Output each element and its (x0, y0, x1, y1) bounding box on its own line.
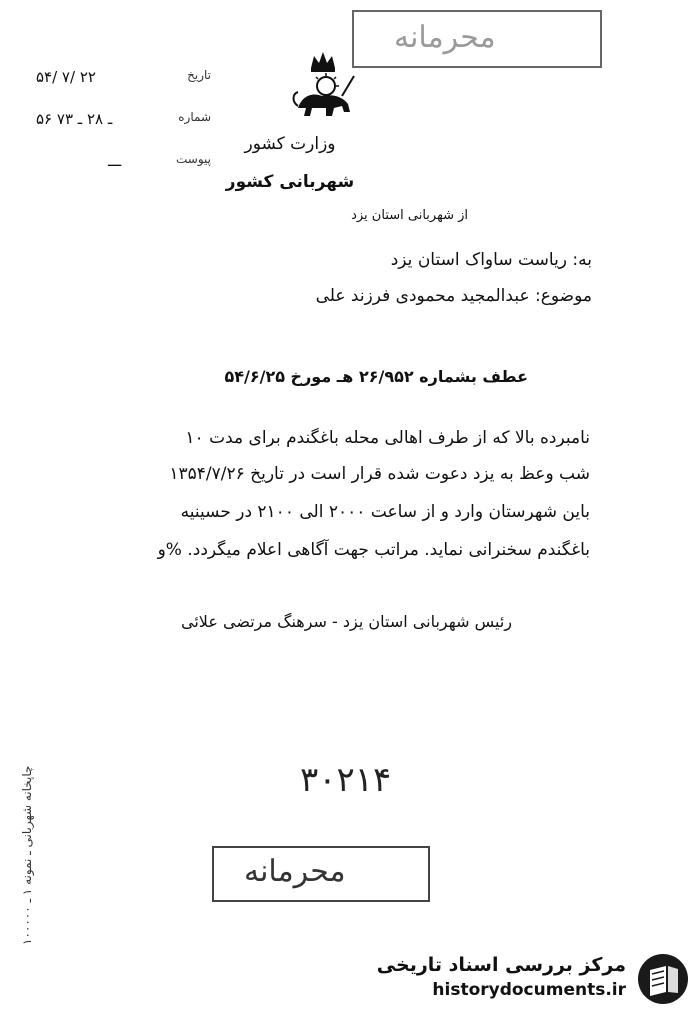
body-line-1: نامبرده بالا که از طرف اهالی محله باغگندم برای مدت ۱۰ (185, 428, 590, 448)
organization-name: شهربانی کشور (225, 172, 355, 192)
enclosure-label: پیوست (176, 152, 211, 166)
date-value: ۵۴/ ۷/ ۲۲ (36, 68, 96, 86)
ministry-name: وزارت کشور (244, 134, 336, 154)
confidential-stamp-bottom-text: محرمانه (244, 854, 346, 889)
number-label: شماره (178, 110, 211, 124)
confidential-stamp-top-text: محرمانه (394, 20, 496, 55)
watermark-title: مرکز بررسی اسناد تاریخی (376, 954, 626, 976)
date-label: تاریخ (187, 68, 211, 82)
from-line: از شهربانی استان یزد (351, 208, 468, 223)
printer-imprint: چاپخانه شهربانی ـ نمونه ۱ ـ ۱۰۰۰۰۰ (20, 765, 34, 945)
confidential-stamp-top (352, 10, 602, 68)
signature-line: رئیس شهربانی استان یزد - سرهنگ مرتضی علائی (181, 612, 512, 631)
body-line-3: باین شهرستان وارد و از ساعت ۲۰۰۰ الی ۲۱۰۰ در حسینیه (180, 502, 590, 522)
watermark-url: historydocuments.ir (432, 980, 626, 1000)
confidential-stamp-bottom (212, 846, 430, 902)
number-value: ۵۶ ـ ۲۸ ـ ۷۳ (36, 110, 113, 128)
date-row (36, 68, 211, 88)
archive-watermark (376, 952, 690, 1008)
lion-and-sun-emblem-icon (288, 46, 358, 126)
archive-logo-icon (636, 952, 690, 1006)
handwritten-note: ۳۰۲۱۴ (300, 760, 392, 800)
enclosure-value: ـــ (108, 152, 122, 170)
enclosure-row (36, 152, 211, 172)
subject-line: موضوع: عبدالمجید محمودی فرزند علی (315, 286, 592, 306)
recipient-line: به: ریاست ساواک استان یزد (390, 250, 592, 270)
body-line-4: باغگندم سخنرانی نماید. مراتب جهت آگاهی اعلام میگردد. %و (157, 540, 590, 560)
body-line-2: شب وعظ به یزد دعوت شده قرار است در تاریخ ۱۳۵۴/۷/۲۶ (169, 464, 590, 484)
number-row (36, 110, 211, 130)
reference-line: عطف بشماره ۲۶/۹۵۲ هـ مورخ ۵۴/۶/۲۵ (224, 367, 528, 386)
